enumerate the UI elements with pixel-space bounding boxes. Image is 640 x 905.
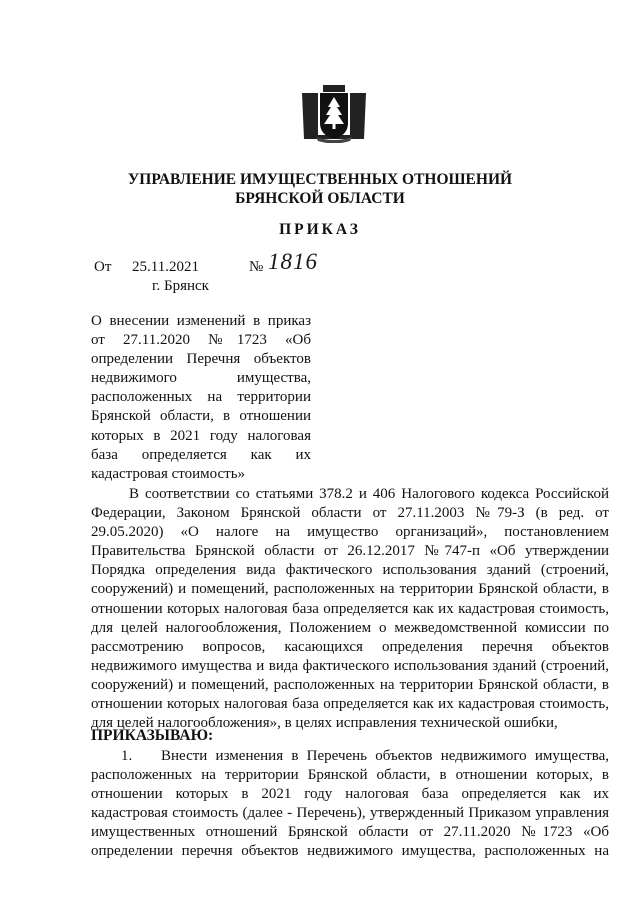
subject-line: Брянской области, в отношении xyxy=(91,408,311,425)
subject-line: которых в 2021 году налоговая xyxy=(91,427,311,444)
number-label: № xyxy=(249,259,264,275)
subject-line: расположенных на территории xyxy=(91,389,311,406)
coat-of-arms-icon xyxy=(298,85,370,143)
organization-name xyxy=(0,170,640,208)
from-label: От xyxy=(94,259,112,275)
preamble-line: 29.05.2020) «О налоге на имущество организаций», постановлением xyxy=(91,524,609,541)
preamble-line: сооружений) и помещений, расположенных на территории Брянской области, в xyxy=(91,676,609,693)
preamble-line: отношении которых налоговая база определяется как их кадастровая стоимость, xyxy=(91,600,609,617)
item-line xyxy=(91,747,609,766)
preamble-paragraph xyxy=(91,485,609,733)
document-type: ПРИКАЗ xyxy=(279,221,361,238)
subject-line: определении Перечня объектов xyxy=(91,351,311,368)
handwritten-number: 1816 xyxy=(268,249,318,274)
item-number: 1. xyxy=(121,748,133,764)
subject-line: кадастровая стоимость» xyxy=(91,465,246,482)
subject-block xyxy=(91,312,311,484)
preamble-line: рассмотрению вопросов, касающихся определения перечня объектов xyxy=(91,638,609,655)
org-line-1: УПРАВЛЕНИЕ ИМУЩЕСТВЕННЫХ ОТНОШЕНИЙ xyxy=(127,171,513,188)
org-line-2: БРЯНСКОЙ ОБЛАСТИ xyxy=(235,190,405,207)
item-line: определении перечня объектов недвижимого имущества, расположенных на xyxy=(91,843,609,860)
preamble-line: В соответствии со статьями 378.2 и 406 Налогового кодекса Российской xyxy=(129,486,609,502)
item-line: имущественных отношений Брянской области от 27.11.2020 №1723 «Об xyxy=(91,824,609,841)
item-line: расположенных на территории Брянской области, в отношении которых, в xyxy=(91,767,609,784)
item-text: Внести изменения в Перечень объектов недвижимого имущества, xyxy=(161,748,609,764)
subject-line: от 27.11.2020 №1723 «Об xyxy=(91,332,311,349)
order-heading: ПРИКАЗЫВАЮ: xyxy=(91,727,214,744)
subject-line: О внесении изменений в приказ xyxy=(91,313,311,329)
preamble-line: Федерации, Законом Брянской области от 27.11.2003 №79-З (в ред. от xyxy=(91,505,609,522)
document-date: 25.11.2021 xyxy=(132,259,199,275)
preamble-line: сооружений) и помещений, расположенных на территории Брянской области, в xyxy=(91,581,609,598)
subject-line: база определяется как их xyxy=(91,446,311,463)
preamble-line: для целей налогообложения, Положением о межведомственной комиссии по xyxy=(91,619,609,636)
item-line: кадастровая стоимость (далее - Перечень), утвержденный Приказом управления xyxy=(91,805,609,822)
preamble-line: отношении которых налоговая база определяется как их кадастровая стоимость, xyxy=(91,696,609,713)
city: г. Брянск xyxy=(152,278,209,294)
preamble-line: для целей налогообложения», в целях исправления технической ошибки, xyxy=(91,715,558,732)
preamble-line: недвижимого имущества и вида фактического использования зданий (строений, xyxy=(91,657,609,674)
subject-line: недвижимого имущества, xyxy=(91,370,311,387)
order-item-1 xyxy=(91,747,609,862)
item-line: отношении которых в 2021 году налоговая база определяется как их xyxy=(91,786,609,803)
preamble-line: Порядка определения вида фактического использования зданий (строений, xyxy=(91,562,609,579)
preamble-line: Правительства Брянской области от 26.12.2017 №747-п «Об утверждении xyxy=(91,543,609,560)
